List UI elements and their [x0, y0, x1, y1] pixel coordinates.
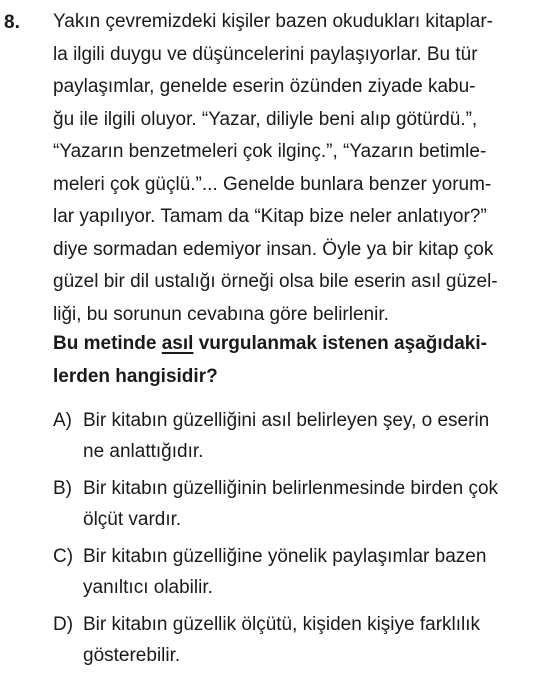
option-a[interactable]	[53, 405, 553, 473]
question-stem	[53, 327, 553, 393]
passage-line: ğu ile ilgili oluyor. “Yazar, diliyle beni alıp götürdü.”,	[53, 108, 478, 130]
passage-line: liği, bu sorunun cevabına göre belirlenir.	[53, 303, 389, 325]
option-letter: D)	[53, 614, 74, 635]
option-letter: A)	[53, 410, 72, 431]
option-line: ne anlattığıdır.	[83, 441, 204, 462]
answer-options	[53, 405, 553, 677]
stem-line-2: lerden hangisidir?	[53, 366, 218, 387]
option-letter: B)	[53, 478, 72, 499]
passage-line: “Yazarın benzetmeleri çok ilginç.”, “Yazarın betimle-	[53, 141, 487, 162]
option-text	[83, 473, 553, 535]
passage-line: lar yapılıyor. Tamam da “Kitap bize neler anlatıyor?”	[53, 206, 487, 227]
passage-line: la ilgili duygu ve düşüncelerini paylaşıyorlar. Bu tür	[53, 43, 478, 65]
passage-line: meleri çok güçlü.”... Genelde bunlara benzer yorum-	[53, 173, 492, 195]
stem-text-after: vurgulanmak istenen aşağıdaki-	[193, 333, 487, 354]
stem-line-1	[53, 327, 553, 360]
option-text	[83, 405, 553, 467]
option-text	[83, 609, 553, 671]
stem-underlined-word: asıl	[161, 333, 194, 354]
option-line: Bir kitabın güzelliğini asıl belirleyen şey, o eserin	[83, 410, 490, 431]
option-text	[83, 541, 553, 603]
stem-text-before: Bu metinde	[53, 333, 162, 354]
option-line: Bir kitabın güzelliğine yönelik paylaşımlar bazen	[83, 546, 487, 567]
option-line: gösterebilir.	[83, 645, 181, 666]
passage-line: güzel bir dil ustalığı örneği olsa bile eserin asıl güzel-	[53, 271, 498, 292]
question-number: 8.	[4, 12, 20, 33]
passage-line: diye sormadan edemiyor insan. Öyle ya bir kitap çok	[53, 238, 494, 260]
option-c[interactable]	[53, 541, 553, 609]
question-passage	[53, 6, 553, 331]
option-d[interactable]	[53, 609, 553, 677]
option-line: Bir kitabın güzellik ölçütü, kişiden kişiye farklılık	[83, 614, 481, 635]
passage-line: Yakın çevremizdeki kişiler bazen okudukları kitaplar-	[53, 11, 493, 32]
passage-line: paylaşımlar, genelde eserin özünden ziyade kabu-	[53, 76, 476, 97]
option-line: ölçüt vardır.	[83, 509, 182, 530]
option-line: Bir kitabın güzelliğinin belirlenmesinde birden çok	[83, 478, 499, 499]
option-b[interactable]	[53, 473, 553, 541]
option-letter: C)	[53, 546, 74, 567]
option-line: yanıltıcı olabilir.	[83, 577, 213, 598]
